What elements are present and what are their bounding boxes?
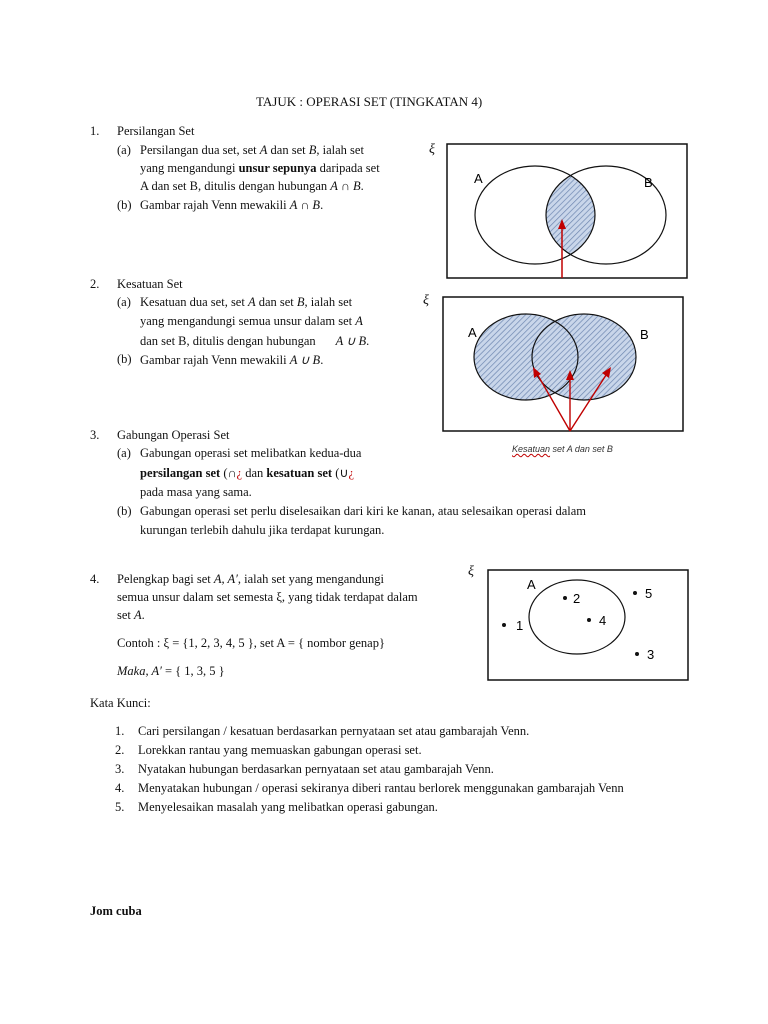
element-2: 2 [573, 591, 581, 606]
kata-kunci-list [90, 724, 624, 819]
s2-a-label: (a) [117, 295, 131, 309]
s1-a-line1: Persilangan dua set, set A dan set B, ialah set [140, 143, 364, 157]
section-2-number: 2. [90, 277, 100, 291]
set-b-label: B [644, 175, 653, 190]
section-3-heading: Gabungan Operasi Set [117, 428, 230, 442]
set-b-label: B [640, 327, 649, 342]
s3-b-line1: Gabungan operasi set perlu diselesaikan dari kiri ke kanan, atau selesaikan operasi dalam [140, 504, 587, 518]
s3-b-label: (b) [117, 504, 132, 518]
element-5: 5 [645, 586, 653, 601]
venn-intersection-diagram [446, 143, 688, 279]
s4-example: Contoh : ξ = {1, 2, 3, 4, 5 }, set A = { nombor genap} [117, 636, 385, 650]
s1-a-line2: yang mengandungi unsur sepunya daripada set [140, 161, 380, 175]
venn-complement-diagram [487, 569, 689, 681]
s2-a-line3: dan set B, ditulis dengan hubungan A ∪ B. [140, 334, 370, 348]
s4-line2: semua unsur dalam set semesta ξ, yang tidak terdapat dalam [117, 590, 418, 604]
s4-answer: Maka, A′ = { 1, 3, 5 } [117, 664, 225, 678]
page-title: TAJUK : OPERASI SET (TINGKATAN 4) [256, 94, 483, 109]
kata-kunci-heading: Kata Kunci: [90, 696, 151, 710]
s2-a-line2: yang mengandungi semua unsur dalam set A [140, 314, 363, 328]
s2-b-line: Gambar rajah Venn mewakili A ∪ B. [140, 353, 324, 367]
xi-symbol-2: ξ [423, 293, 429, 308]
list-item: 1. Cari persilangan / kesatuan berdasarkan pernyataan set atau gambarajah Venn. [115, 724, 530, 738]
set-a-label: A [468, 325, 477, 340]
element-3: 3 [647, 647, 655, 662]
section-4-number: 4. [90, 572, 100, 586]
jom-cuba-heading: Jom cuba [90, 904, 142, 918]
list-item: 5. Menyelesaikan masalah yang melibatkan operasi gabungan. [115, 800, 438, 814]
venn-union-diagram [442, 296, 684, 432]
s3-a-line1: Gabungan operasi set melibatkan kedua-dua [140, 446, 362, 460]
union-caption: Kesatuan set A dan set B [512, 444, 613, 454]
s2-b-label: (b) [117, 352, 132, 366]
s3-a-line3: pada masa yang sama. [140, 485, 252, 499]
set-a-label: A [474, 171, 483, 186]
set-a-label: A [527, 577, 536, 592]
element-1: 1 [516, 618, 524, 633]
s2-a-line1: Kesatuan dua set, set A dan set B, ialah set [140, 295, 353, 309]
s4-line1: Pelengkap bagi set A, A′, ialah set yang mengandungi [117, 572, 385, 586]
xi-symbol-1: ξ [429, 142, 435, 157]
s1-a-line3: A dan set B, ditulis dengan hubungan A ∩ B. [140, 179, 364, 193]
section-2-heading: Kesatuan Set [117, 277, 183, 291]
list-item: 3. Nyatakan hubungan berdasarkan pernyataan set atau gambarajah Venn. [115, 762, 494, 776]
s1-b-label: (b) [117, 198, 132, 212]
s3-b-line2: kurungan terlebih dahulu jika terdapat kurungan. [140, 523, 385, 537]
s1-a-label: (a) [117, 143, 131, 157]
s4-line3: set A. [117, 608, 145, 622]
section-3-number: 3. [90, 428, 100, 442]
list-item: 2. Lorekkan rantau yang memuaskan gabungan operasi set. [115, 743, 422, 757]
section-1-number: 1. [90, 124, 100, 138]
list-item: 4. Menyatakan hubungan / operasi sekiranya diberi rantau berlorek menggunakan gambarajah Venn [115, 781, 624, 795]
xi-symbol-3: ξ [468, 564, 474, 579]
s1-b-line: Gambar rajah Venn mewakili A ∩ B. [140, 198, 324, 212]
section-1-heading: Persilangan Set [117, 124, 195, 138]
s3-a-label: (a) [117, 446, 131, 460]
element-4: 4 [599, 613, 607, 628]
s3-a-line2: persilangan set (∩¿ dan kesatuan set (∪¿ [140, 466, 355, 480]
